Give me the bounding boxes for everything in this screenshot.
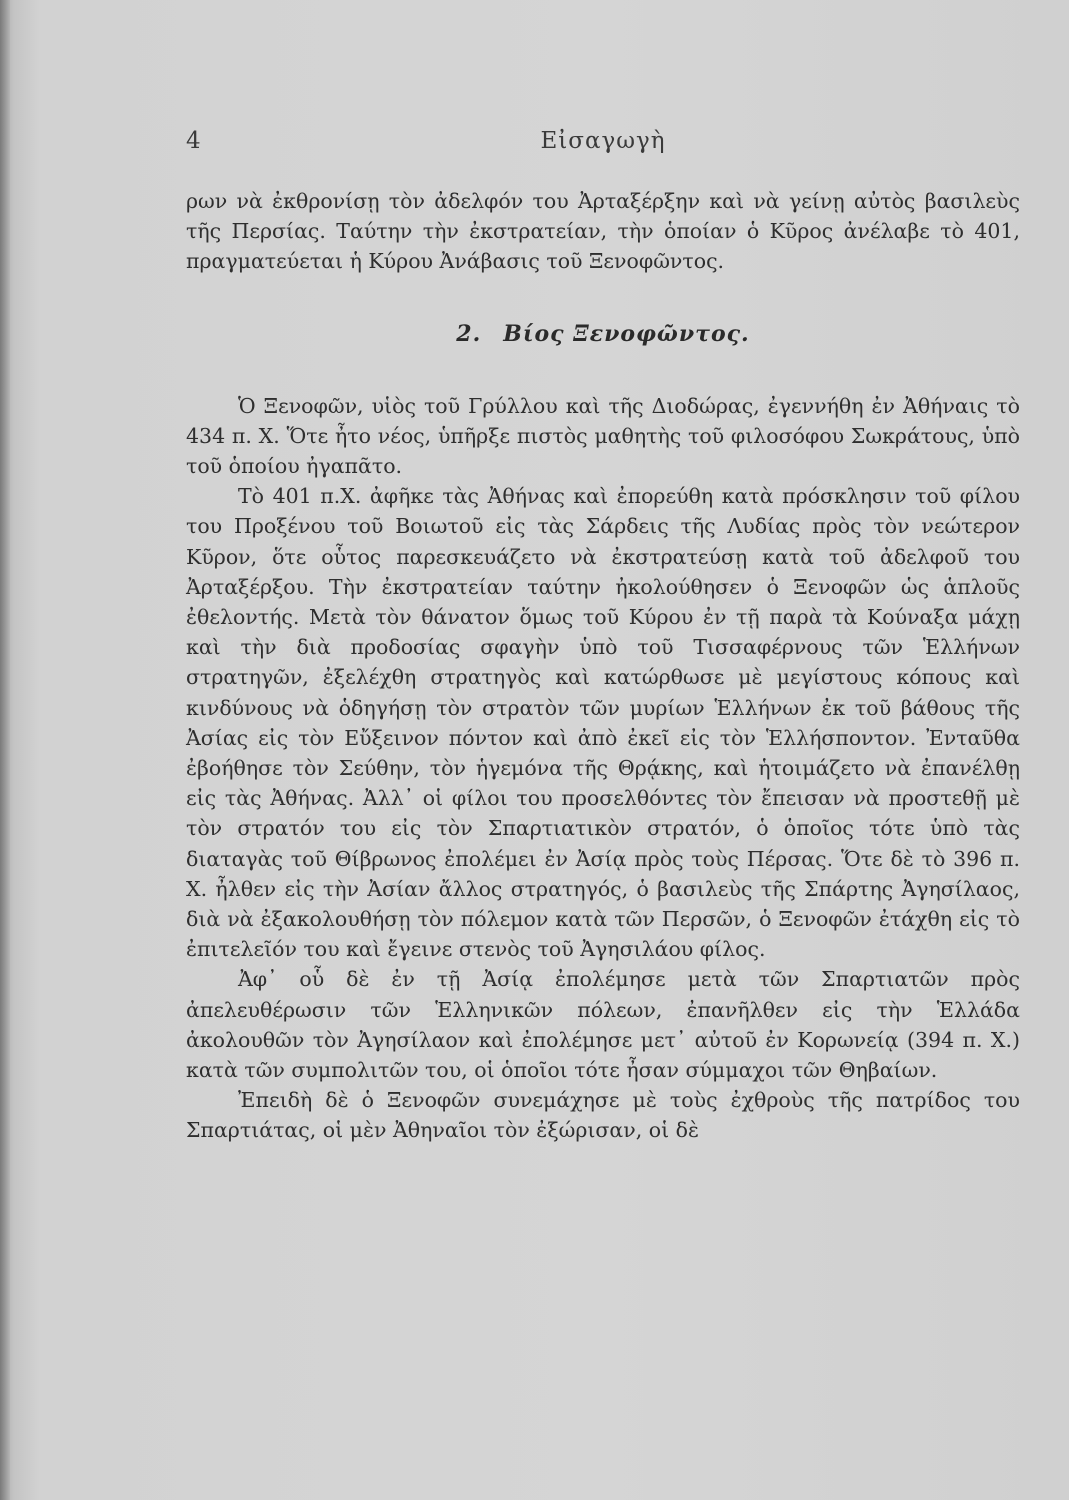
section-title: Βίος Ξενοφῶντος. (503, 320, 750, 347)
paragraph: Ὁ Ξενοφῶν, υἱὸς τοῦ Γρύλλου καὶ τῆς Διοδώρας, ἐγεννήθη ἐν Ἀθήναις τὸ 434 π. Χ. Ὅτε ἦτο νέος, ὑπῆρξε πιστὸς μαθητὴς τοῦ φιλοσόφου Σωκράτους, ὑπὸ τοῦ ὁποίου ἠγαπᾶτο. (186, 393, 1020, 479)
section-heading (186, 277, 1020, 391)
running-head (186, 128, 1020, 164)
paragraph: Ἐπειδὴ δὲ ὁ Ξενοφῶν συνεμάχησε μὲ τοὺς ἐχθροὺς τῆς πατρίδος του Σπαρτιάτας, οἱ μὲν Ἀθηναῖοι τὸν ἐξώρισαν, οἱ δὲ (186, 1088, 1020, 1143)
paragraph: Τὸ 401 π.Χ. ἀφῆκε τὰς Ἀθήνας καὶ ἐπορεύθη κατὰ πρόσκλησιν τοῦ φίλου του Προξένου τοῦ Βοιωτοῦ εἰς τὰς Σάρδεις τῆς Λυδίας πρὸς τὸν νεώτερον Κῦρον, ὅτε οὗτος παρεσκευάζετο νὰ ἐκστρατεύσῃ κατὰ τοῦ ἀδελφοῦ του Ἀρταξέρξου. Τὴν ἐκστρατείαν ταύτην ἠκολούθησεν ὁ Ξενοφῶν ὡς ἁπλοῦς ἐθελοντής. Μετὰ τὸν θάνατον ὅμως τοῦ Κύρου ἐν τῇ παρὰ τὰ Κούναξα μάχῃ καὶ τὴν διὰ προδοσίας σφαγὴν ὑπὸ τοῦ Τισσαφέρνους τῶν Ἑλλήνων στρατηγῶν, ἐξελέχθη στρατηγὸς καὶ κατώρθωσε μὲ μεγίστους κόπους καὶ κινδύνους νὰ ὁδηγήσῃ τὸν στρατὸν τῶν μυρίων Ἑλλήνων ἐκ τοῦ βάθους τῆς Ἀσίας εἰς τὸν Εὔξεινον πόντον καὶ ἀπὸ ἐκεῖ εἰς τὸν Ἑλλήσποντον. Ἐνταῦθα ἐβοήθησε τὸν Σεύθην, τὸν ἡγεμόνα τῆς Θρᾴκης, καὶ ἡτοιμάζετο νὰ ἐπανέλθῃ εἰς τὰς Ἀθήνας. Ἀλλ᾽ οἱ φίλοι του προσελθόντες τὸν ἔπεισαν νὰ προστεθῇ μὲ τὸν στρατόν του εἰς τὸν Σπαρτιατικὸν στρατόν, ὁ ὁποῖος τότε ὑπὸ τὰς διαταγὰς τοῦ Θίβρωνος ἐπολέμει ἐν Ἀσίᾳ πρὸς τοὺς Πέρσας. Ὅτε δὲ τὸ 396 π. Χ. ἦλθεν εἰς τὴν Ἀσίαν ἄλλος στρατηγός, ὁ βασιλεὺς τῆς Σπάρτης Ἀγησίλαος, διὰ νὰ ἐξακολουθήσῃ τὸν πόλεμον κατὰ τῶν Περσῶν, ὁ Ξενοφῶν ἐτάχθη εἰς τὸ ἐπιτελεῖόν του καὶ ἔγεινε στενὸς τοῦ Ἀγησιλάου φίλος. (186, 484, 1020, 962)
book-spine-shadow (0, 0, 10, 1500)
paragraph: Ἀφ᾽ οὗ δὲ ἐν τῇ Ἀσίᾳ ἐπολέμησε μετὰ τῶν Σπαρτιατῶν πρὸς ἀπελευθέρωσιν τῶν Ἑλληνικῶν πόλεων, ἐπανῆλθεν εἰς τὴν Ἑλλάδα ἀκολουθῶν τὸν Ἀγησίλαον καὶ ἐπολέμησε μετ᾽ αὐτοῦ ἐν Κορωνείᾳ (394 π. Χ.) κατὰ τῶν συμπολιτῶν του, οἱ ὁποῖοι τότε ἦσαν σύμμαχοι τῶν Θηβαίων. (186, 967, 1020, 1083)
page-number: 4 (186, 128, 201, 154)
running-title: Εἰσαγωγὴ (540, 128, 666, 154)
paragraph-continued: ρων νὰ ἐκθρονίσῃ τὸν ἀδελφόν του Ἀρταξέρξην καὶ νὰ γείνῃ αὐτὸς βασιλεὺς τῆς Περσίας. Ταύτην τὴν ἐκστρατείαν, τὴν ὁποίαν ὁ Κῦρος ἀνέλαβε τὸ 401, πραγματεύεται ἡ Κύρου Ἀνάβασις τοῦ Ξενοφῶντος. (186, 189, 1020, 274)
body-text (186, 186, 1020, 1146)
section-number: 2. (456, 320, 482, 347)
